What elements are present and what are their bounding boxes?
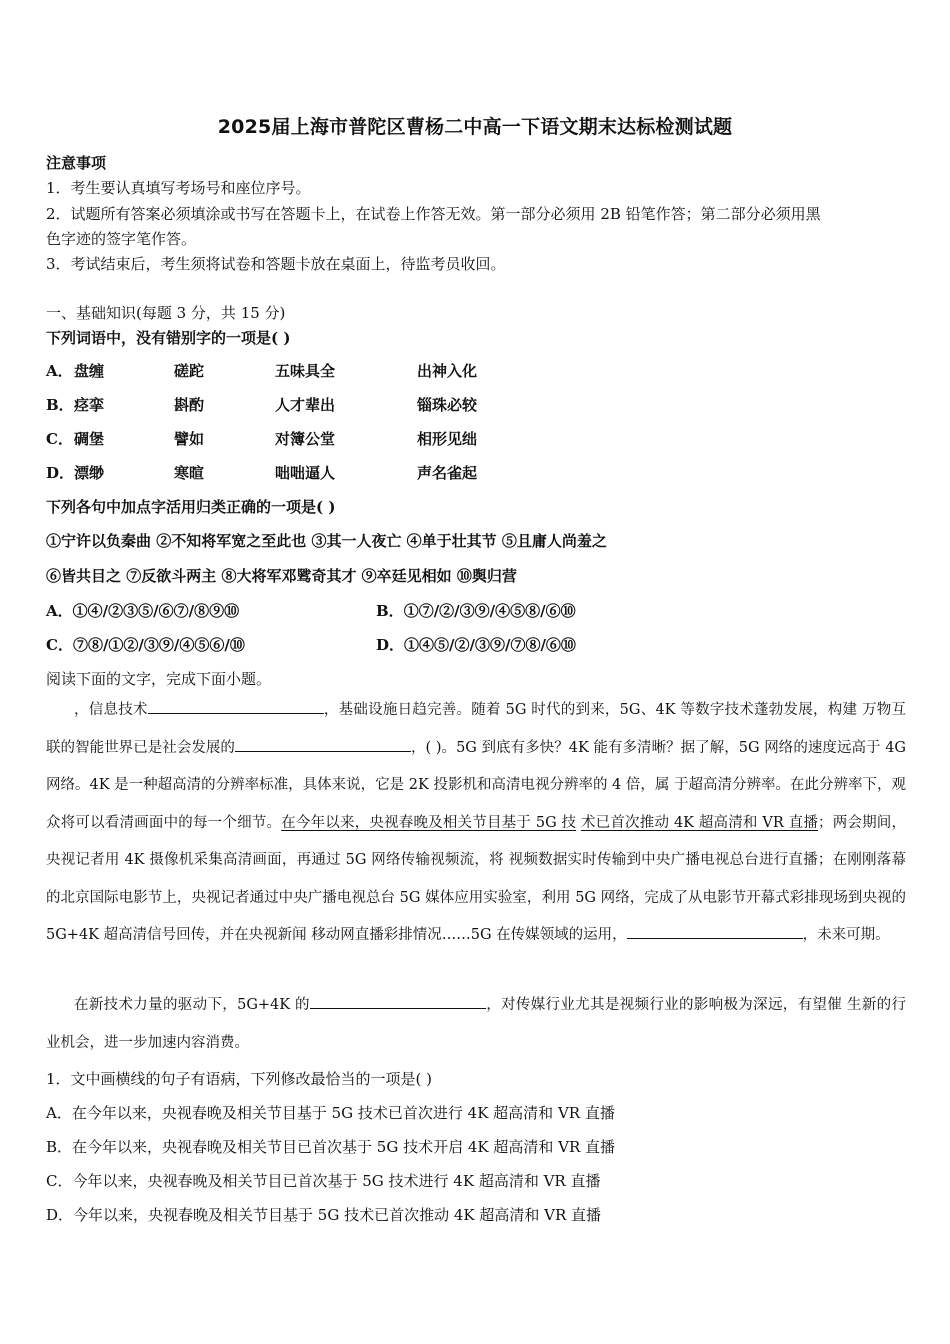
notice-heading: 注意事项 — [46, 154, 107, 172]
text-run: 万物互联的智能世界已是社会发展的 — [46, 702, 907, 756]
option-a — [46, 600, 239, 621]
option-c — [46, 634, 245, 655]
option-d — [376, 634, 576, 655]
question-stem: 下列词语中，没有错别字的一项是( ) — [46, 329, 291, 347]
option-word: 锱珠必较 — [417, 396, 478, 414]
option-text: ⑦⑧/①②/③⑨/④⑤⑥/⑩ — [72, 636, 245, 654]
text-run: ，对传媒行业尤其是视频行业的影响极为深远，有望催 — [485, 997, 843, 1013]
notice-item: 3．考试结束后，考生须将试卷和答题卡放在桌面上，待监考员收回。 — [46, 255, 506, 273]
reading-intro: 阅读下面的文字，完成下面小题。 — [46, 670, 272, 688]
option-word: 对簿公堂 — [275, 430, 336, 448]
notice-item: 色字迹的签字笔作答。 — [46, 230, 197, 248]
text-run: ；两会期间，央视记者用 4K 摄像机采集高清画面，再通过 5G 网络传输视频流，将 — [46, 814, 907, 868]
answer-option: D．今年以来，央视春晚及相关节目基于 5G 技术已首次推动 4K 超高清和 VR 直播 — [46, 1206, 602, 1224]
option-word: 譬如 — [174, 430, 205, 448]
sentence-list: ⑥皆共目之 ⑦反欲斗两主 ⑧大将军邓骘奇其才 ⑨卒廷见相如 ⑩舆归营 — [46, 567, 517, 585]
text-run: ，( )。5G 到底有多快？4K 能有多清晰？据了解，5G — [410, 739, 760, 756]
option-label: C． — [46, 636, 73, 654]
question-stem: 下列各句中加点字活用归类正确的一项是( ) — [46, 498, 336, 516]
answer-option: A．在今年以来，央视春晚及相关节目基于 5G 技术已首次进行 4K 超高清和 VR 直播 — [46, 1104, 615, 1122]
notice-item: 2．试题所有答案必须填涂或书写在答题卡上，在试卷上作答无效。第一部分必须用 2B 铅笔作答；第二部分必须用黑 — [46, 205, 821, 223]
notice-item: 1．考生要认真填写考场号和座位序号。 — [46, 179, 311, 197]
option-label: D． — [46, 464, 75, 482]
option-word: 斟酌 — [174, 396, 205, 414]
option-text: ①⑦/②/③⑨/④⑤⑧/⑥⑩ — [403, 602, 576, 620]
option-b — [376, 600, 576, 621]
text-run: ，基础设施日趋完善。随着 5G 时代的到来，5G、4K 等数字技术蓬勃发展，构建 — [323, 702, 858, 718]
option-text: ①④/②③⑤/⑥⑦/⑧⑨⑩ — [72, 602, 240, 620]
text-run: 5G 媒体应用实验室，利用 5G 网络，完成了从电影节开幕式彩排现场到央视的 5G+4K 超高清信号回传，并在央视新闻 — [46, 889, 907, 943]
option-word: 出神入化 — [417, 362, 478, 380]
text-run: ，未来可期。 — [802, 927, 890, 943]
underlined-sentence: 在今年以来，央视春晚及相关节目基于 5G 技 — [281, 814, 577, 831]
answer-option: B．在今年以来，央视春晚及相关节目已首次基于 5G 技术开启 4K 超高清和 VR 直播 — [46, 1138, 616, 1156]
fill-blank — [235, 736, 411, 752]
text-run: 移动网直播彩排情况……5G 在传媒领域的运用， — [311, 927, 627, 943]
option-word: 相形见绌 — [417, 430, 478, 448]
option-label: B． — [376, 602, 404, 620]
question-stem: 1．文中画横线的句子有语病，下列修改最恰当的一项是( ) — [46, 1070, 433, 1088]
text-run: ，信息技术 — [74, 702, 148, 718]
answer-option: C．今年以来，央视春晚及相关节目已首次基于 5G 技术进行 4K 超高清和 VR 直播 — [46, 1172, 601, 1190]
text-run: 生新的行业机会，进一步加速内容消费。 — [46, 997, 907, 1051]
fill-blank — [310, 993, 486, 1009]
option-word: 碉堡 — [74, 430, 105, 448]
option-text: ①④⑤/②/③⑨/⑦⑧/⑥⑩ — [404, 636, 576, 654]
option-word: 盘缠 — [74, 362, 105, 380]
option-label: C． — [46, 430, 73, 448]
text-run: 网络的速度远高于 4G 网络。4K 是一种超高清的分辨率标准，具体来说，它是 2K 投影机和高清电视分辨率的 4 倍，属 — [46, 739, 907, 793]
underlined-sentence: 术已首次推动 4K 超高清和 VR 直播 — [580, 814, 819, 831]
option-word: 磋跎 — [174, 362, 205, 380]
option-label: D． — [376, 636, 405, 654]
option-word: 漂缈 — [74, 464, 105, 482]
text-run: 于超高清分辨率。在此分辨率下，观众将可以看清画面中的每一个细节。 — [46, 777, 906, 831]
text-run: 在新技术力量的驱动下，5G+4K 的 — [74, 997, 310, 1013]
reading-paragraph-2 — [46, 987, 906, 1062]
text-run: 视频数据实时传输到中央广播电视总台进行直播；在刚刚落幕的北京国际电影节上，央视记者通过中央广播电视总台 — [46, 852, 907, 906]
section-heading: 一、基础知识(每题 3 分，共 15 分) — [46, 304, 286, 322]
fill-blank — [627, 923, 803, 939]
fill-blank — [148, 698, 324, 714]
option-word: 寒暄 — [174, 464, 205, 482]
sentence-list: ①宁许以负秦曲 ②不知将军宽之至此也 ③其一人夜亡 ④单于壮其节 ⑤且庸人尚羞之 — [46, 532, 607, 550]
option-label: A． — [46, 362, 73, 380]
option-word: 痉挛 — [74, 396, 105, 414]
option-word: 五味具全 — [275, 362, 336, 380]
option-label: B． — [46, 396, 74, 414]
reading-paragraph-1 — [46, 692, 906, 955]
option-word: 人才辈出 — [275, 396, 336, 414]
option-label: A． — [46, 602, 73, 620]
option-word: 咄咄逼人 — [275, 464, 336, 482]
page-title: 2025届上海市普陀区曹杨二中高一下语文期末达标检测试题 — [217, 116, 733, 138]
option-word: 声名雀起 — [417, 464, 478, 482]
